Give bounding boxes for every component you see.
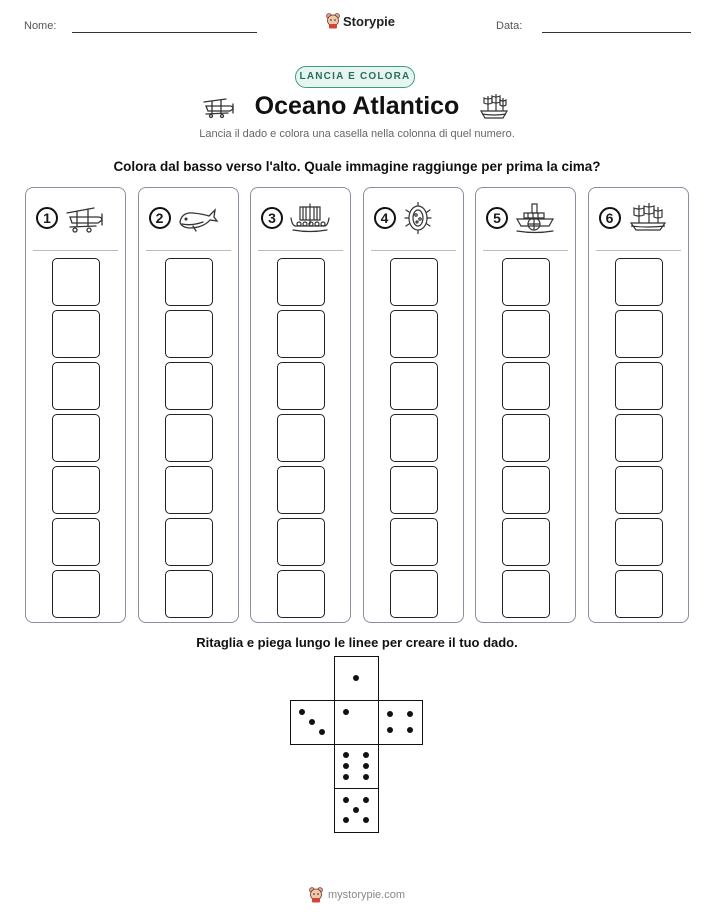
name-line xyxy=(72,32,257,33)
coloring-box xyxy=(277,518,325,566)
coloring-box xyxy=(502,570,550,618)
column-6 xyxy=(588,187,689,623)
coloring-box xyxy=(615,362,663,410)
cut-instruction: Ritaglia e piega lungo le linee per creare il tuo dado. xyxy=(196,635,518,650)
activity-badge: LANCIA E COLORA xyxy=(295,66,415,88)
brand-logo xyxy=(326,13,395,29)
coloring-box xyxy=(165,570,213,618)
coloring-box xyxy=(502,362,550,410)
name-label: Nome: xyxy=(24,20,57,32)
coloring-box xyxy=(502,258,550,306)
coloring-box xyxy=(502,414,550,462)
date-line xyxy=(542,32,691,33)
die-face-5 xyxy=(334,788,379,833)
die-face-4 xyxy=(378,700,423,745)
subtitle: Lancia il dado e colora una casella nella colonna di quel numero. xyxy=(199,128,515,140)
coloring-box xyxy=(165,414,213,462)
coloring-box xyxy=(390,518,438,566)
coloring-box xyxy=(615,258,663,306)
coloring-box xyxy=(52,310,100,358)
coloring-box xyxy=(390,310,438,358)
die-face-6 xyxy=(334,744,379,789)
coloring-box xyxy=(277,466,325,514)
coloring-box xyxy=(165,362,213,410)
coloring-box xyxy=(52,466,100,514)
coloring-box xyxy=(390,362,438,410)
steamboat-icon xyxy=(514,202,556,234)
coloring-box xyxy=(165,310,213,358)
die-face-3 xyxy=(290,700,335,745)
coloring-box xyxy=(390,258,438,306)
page-title: Oceano Atlantico xyxy=(254,92,460,120)
coloring-box xyxy=(277,570,325,618)
column-number: 5 xyxy=(486,207,508,229)
coloring-box xyxy=(615,414,663,462)
bear-logo-icon xyxy=(326,13,340,29)
column-2 xyxy=(138,187,239,623)
coloring-box xyxy=(390,414,438,462)
bear-logo-icon xyxy=(309,887,323,903)
biplane-icon xyxy=(64,202,106,234)
column-number: 4 xyxy=(374,207,396,229)
coloring-box xyxy=(165,518,213,566)
sailing-ship-icon xyxy=(627,202,669,234)
sailing-ship-icon xyxy=(478,93,510,121)
viking-ship-icon xyxy=(289,202,331,234)
column-number: 1 xyxy=(36,207,58,229)
coloring-box xyxy=(165,466,213,514)
coloring-box xyxy=(390,570,438,618)
coloring-box xyxy=(277,362,325,410)
die-face-1 xyxy=(334,700,379,745)
coloring-box xyxy=(52,258,100,306)
coloring-box xyxy=(52,570,100,618)
coloring-box xyxy=(615,466,663,514)
coloring-box xyxy=(615,310,663,358)
whale-icon xyxy=(177,202,219,234)
die-face-1 xyxy=(334,656,379,701)
instruction: Colora dal basso verso l'alto. Quale immagine raggiunge per prima la cima? xyxy=(113,159,601,174)
coloring-box xyxy=(165,258,213,306)
column-1 xyxy=(25,187,126,623)
column-4 xyxy=(363,187,464,623)
column-number: 3 xyxy=(261,207,283,229)
coloring-box xyxy=(615,570,663,618)
plankton-icon xyxy=(402,202,444,234)
coloring-box xyxy=(390,466,438,514)
coloring-box xyxy=(277,310,325,358)
coloring-box xyxy=(502,310,550,358)
coloring-box xyxy=(52,414,100,462)
footer-url: mystorypie.com xyxy=(328,889,406,901)
coloring-box xyxy=(52,362,100,410)
brand-name: Storypie xyxy=(343,13,396,29)
coloring-box xyxy=(52,518,100,566)
date-label: Data: xyxy=(496,20,523,32)
coloring-box xyxy=(502,518,550,566)
coloring-box xyxy=(502,466,550,514)
footer xyxy=(309,887,405,903)
column-number: 6 xyxy=(599,207,621,229)
column-5 xyxy=(475,187,576,623)
coloring-box xyxy=(277,258,325,306)
column-3 xyxy=(250,187,351,623)
column-number: 2 xyxy=(149,207,171,229)
coloring-box xyxy=(615,518,663,566)
coloring-box xyxy=(277,414,325,462)
